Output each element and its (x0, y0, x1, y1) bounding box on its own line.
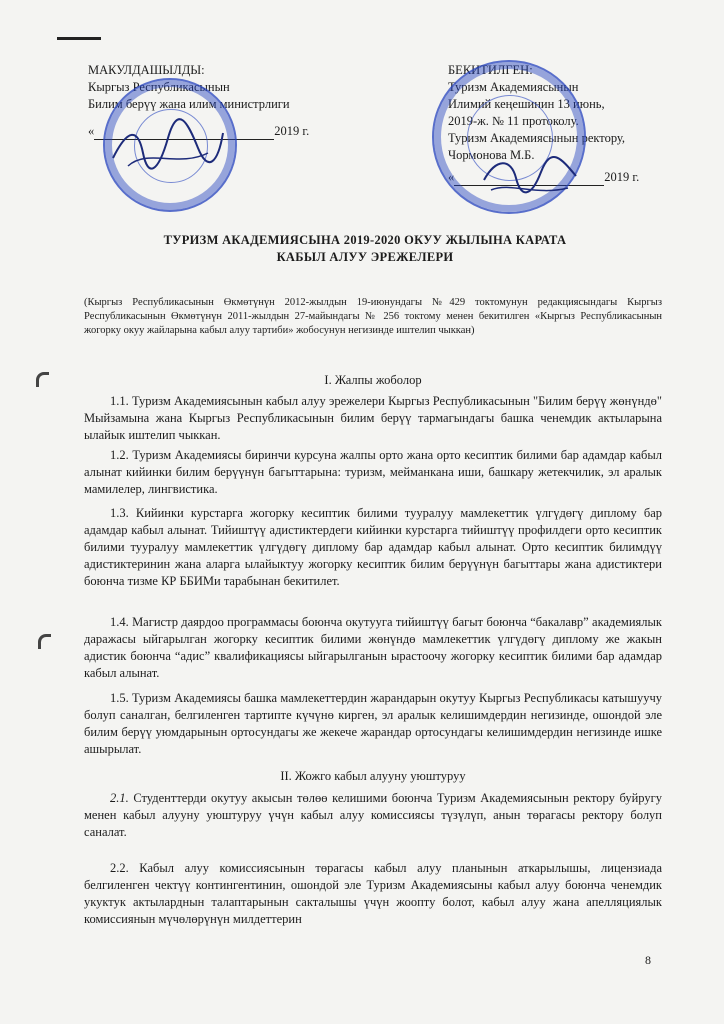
confirmation-date-quote: « (448, 170, 455, 184)
paragraph-number: 1.2. (110, 448, 129, 462)
document-title-line2: КАБЫЛ АЛУУ ЭРЕЖЕЛЕРИ (276, 250, 454, 264)
paragraph-number: 2.2. (110, 861, 129, 875)
paragraph-number: 1.1. (110, 394, 129, 408)
document-title (100, 232, 630, 266)
binder-hole-mark (36, 372, 49, 387)
preamble-text: (Кыргыз Республикасынын Өкмөтүнүн 2012-жылдын 19-июнундагы №429 токтомунун редакциясындагы Кыргыз Республикасынын Өкмөтүнүн 2011-жылдын 27-майындагы № 256 токтому менен бекитилген «Кыргыз Республикасынын жогорку окуу жайларына кабыл алуу тартиби» жобосунун негизинде иштелип чыккан) (84, 297, 662, 336)
paragraph-text: Туризм Академиясы биринчи курсуна жалпы орто жана орто кесиптик билими бар адамдар кабыл алынат кийинки билим берүүнүн багыттарына: туризм, мейманкана иши, башкару жетекчилик, эл аралык мамилелер, лингвистика. (84, 448, 662, 496)
paragraph-number: 1.4. (110, 615, 129, 629)
approval-org-line2: Билим берүү жана илим министрлиги (88, 97, 290, 111)
paragraph-text: Туризм Академиясынын кабыл алуу эрежелери Кыргыз Республикасынын "Билим берүү жөнүндө" Мыйзамына жана Кыргыз Республикасынын билим берүү тармагындагы башка ченемдик актыларына ылайык иштелип чыккан. (84, 394, 662, 442)
confirmation-line3: 2019-ж. № 11 протоколу. (448, 114, 579, 128)
paragraph-2-1 (84, 790, 662, 841)
confirmation-line2: Илимий кеңешинин 13 июнь, (448, 97, 605, 111)
approval-date-year: 2019 г. (274, 124, 310, 138)
approval-date-quote: « (88, 124, 95, 138)
paragraph-1-5 (84, 690, 662, 758)
document-title-line1: ТУРИЗМ АКАДЕМИЯСЫНА 2019-2020 ОКУУ ЖЫЛЫНА КАРАТА (163, 233, 567, 247)
confirmation-rector-name: Чормонова М.Б. (448, 148, 535, 162)
paragraph-number: 1.3. (110, 506, 129, 520)
confirmation-title: БЕКИТИЛГЕН: (448, 63, 533, 77)
binder-hole-mark (38, 634, 51, 649)
paragraph-text: Магистр даярдоо программасы боюнча окутууга тийиштүү багыт боюнча “бакалавр” академиялык даражасы ыйгарылган жогорку кесиптик билими жөнүндө мамлекеттик үлгүдөгү диплому же жакын адистик боюнча “адис” квалификациясы ыйгарылганын ырастоочу жогорку кесиптик билими бар адамдар кабыл алынат. (84, 615, 662, 680)
paragraph-text: Студенттерди окутуу акысын төлөө келишими боюнча Туризм Академиясынын ректору буйругу менен кабыл алууну уюштуруу үчүн кабыл алуу комиссиясы түзүлүп, анын төрагасы ректору болуп саналат. (84, 791, 662, 839)
ministry-signature-icon (108, 118, 228, 178)
approval-org-line1: Кыргыз Республикасынын (88, 80, 230, 94)
paragraph-1-4 (84, 614, 662, 682)
page-number: 8 (645, 953, 651, 967)
confirmation-line4: Туризм Академиясынын ректору, (448, 131, 626, 145)
paragraph-text: Кабыл алуу комиссиясынын төрагасы кабыл алуу планынын аткарылышы, лицензиада белгиленген чектүү контингентинин, ошондой эле Туризм Академиясыны кабыл алуу боюнча ченемдик укуктук актыларднын талаптарынын сакталышы үчүн жоопту болот, кабыл алуу жана апелляциялык комиссиянын мүчөлөрүнүн милдеттерин (84, 861, 662, 926)
paragraph-text: Кийинки курстарга жогорку кесиптик билими тууралуу мамлекеттик үлгүдөгү диплому бар адамдар кабыл алынат. Тийиштүү адистиктердеги кийинки курстарга тийиштүү профилдеги орто кесиптик билими тууралуу мамлекеттик үлгүдөгү диплому бар адамдар кабыл алынат. Орто кесиптик билимдүү адистиктеринин жана аларга ылайыктуу жогорку кесиптик билим берүүнүн багыттары жана адистиктери боюнча тизме КР ББИМи тарабынан бекитилет. (84, 506, 662, 588)
paragraph-1-2 (84, 447, 662, 498)
paragraph-text: Туризм Академиясы башка мамлекеттердин жарандарын окутуу Кыргыз Республикасы катышуучу болуп саналган, белгиленген тартипте күчүнө кирген, эл аралык келишимдердин негизинде, ошондой эле билим берүү уюмдарынын ортосундагы же жекече жарандар ортосундагы келишимдердин негизинде ишке ашырылат. (84, 691, 662, 756)
approval-title: МАКУЛДАШЫЛДЫ: (88, 63, 205, 77)
paragraph-number: 2.1. (110, 791, 129, 805)
confirmation-date-year: 2019 г. (604, 170, 640, 184)
paragraph-2-2 (84, 860, 662, 928)
paragraph-1-3 (84, 505, 662, 590)
paragraph-number: 1.5. (110, 691, 129, 705)
scan-artifact-line (57, 37, 101, 40)
paragraph-1-1 (84, 393, 662, 444)
section-2-heading: II. Жожго кабыл алууну уюштуруу (280, 769, 466, 783)
section-1-heading: I. Жалпы жоболор (324, 373, 422, 387)
rector-signature-icon (476, 150, 586, 205)
confirmation-line1: Туризм Академиясынын (448, 80, 579, 94)
